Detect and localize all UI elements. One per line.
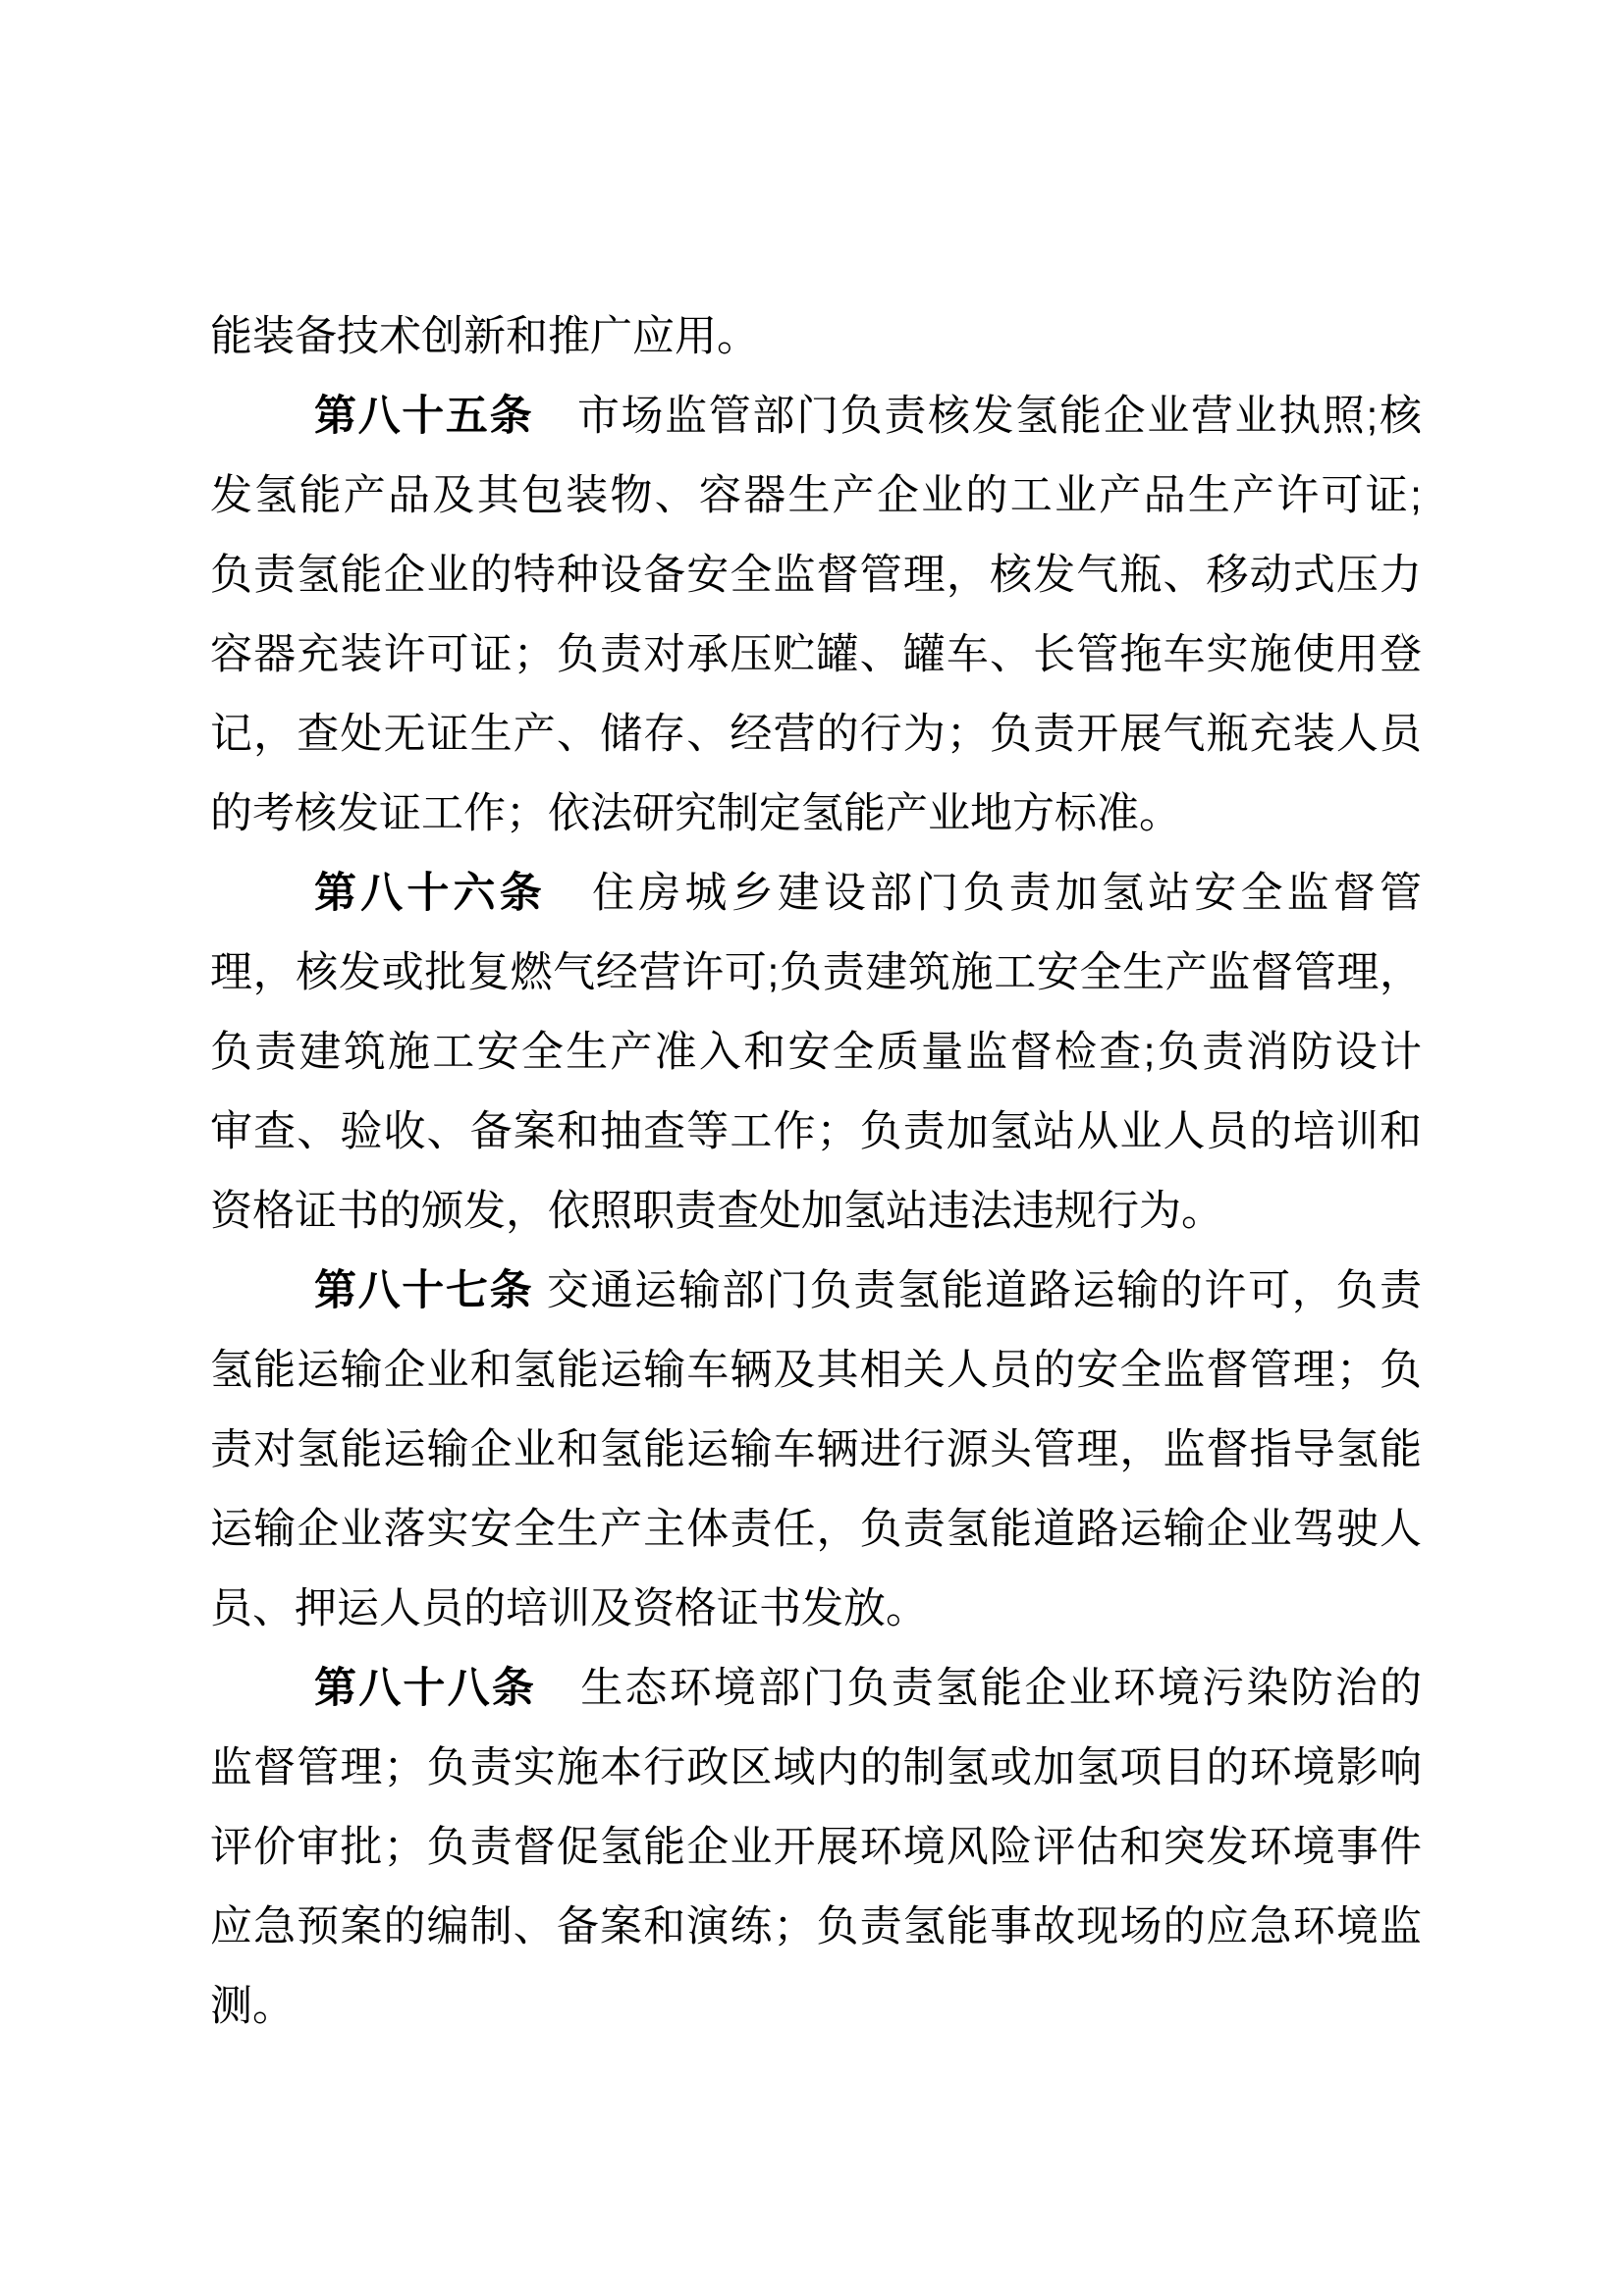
text-block [210, 297, 1422, 2047]
text-line: 资格证书的颁发，依照职责查处加氢站违法违规行为。 [210, 1188, 1223, 1235]
text-line: 评价审批；负责督促氢能企业开展环境风险评估和突发环境事件 [210, 1824, 1422, 1871]
article-number: 第八十七条 [314, 1267, 534, 1314]
text-line: 测。 [210, 1983, 295, 2030]
paragraph [210, 297, 1422, 377]
article-number: 第八十八条 [314, 1665, 537, 1712]
paragraph [210, 1649, 1422, 2047]
text-line: 应急预案的编制、备案和演练；负责氢能事故现场的应急环境监 [210, 1903, 1422, 1950]
text-line: 负责氢能企业的特种设备安全监督管理，核发气瓶、移动式压力 [210, 552, 1422, 599]
text-line: 负责建筑施工安全生产准入和安全质量监督检查;负责消防设计 [210, 1029, 1422, 1076]
paragraph [210, 1252, 1422, 1649]
text-line: 容器充装许可证；负责对承压贮罐、罐车、长管拖车实施使用登 [210, 631, 1422, 678]
text-line: 的考核发证工作；依法研究制定氢能产业地方标准。 [210, 790, 1181, 837]
article-number: 第八十五条 [314, 393, 534, 440]
text-line: 监督管理；负责实施本行政区域内的制氢或加氢项目的环境影响 [210, 1744, 1422, 1791]
text-line: 责对氢能运输企业和氢能运输车辆进行源头管理，监督指导氢能 [210, 1426, 1422, 1473]
text-line: 发氢能产品及其包装物、容器生产企业的工业产品生产许可证; [210, 472, 1422, 519]
text-line: 第八十五条 市场监管部门负责核发氢能企业营业执照;核 [314, 393, 1423, 440]
text-line: 能装备技术创新和推广应用。 [210, 313, 759, 360]
text-line: 记，查处无证生产、储存、经营的行为；负责开展气瓶充装人员 [210, 711, 1422, 758]
text-line: 审查、验收、备案和抽查等工作；负责加氢站从业人员的培训和 [210, 1108, 1422, 1155]
text-line: 员、押运人员的培训及资格证书发放。 [210, 1585, 928, 1632]
text-line: 理，核发或批复燃气经营许可;负责建筑施工安全生产监督管理， [210, 949, 1422, 996]
text-line: 运输企业落实安全生产主体责任，负责氢能道路运输企业驾驶人 [210, 1506, 1422, 1553]
text-line: 第八十六条 住房城乡建设部门负责加氢站安全监督管 [314, 870, 1423, 917]
paragraph [210, 377, 1422, 854]
article-number: 第八十六条 [314, 870, 546, 917]
text-line: 第八十八条 生态环境部门负责氢能企业环境污染防治的 [314, 1665, 1423, 1712]
paragraph [210, 854, 1422, 1252]
text-line: 氢能运输企业和氢能运输车辆及其相关人员的安全监督管理；负 [210, 1347, 1422, 1394]
text-line: 第八十七条 交通运输部门负责氢能道路运输的许可，负责 [314, 1267, 1423, 1314]
